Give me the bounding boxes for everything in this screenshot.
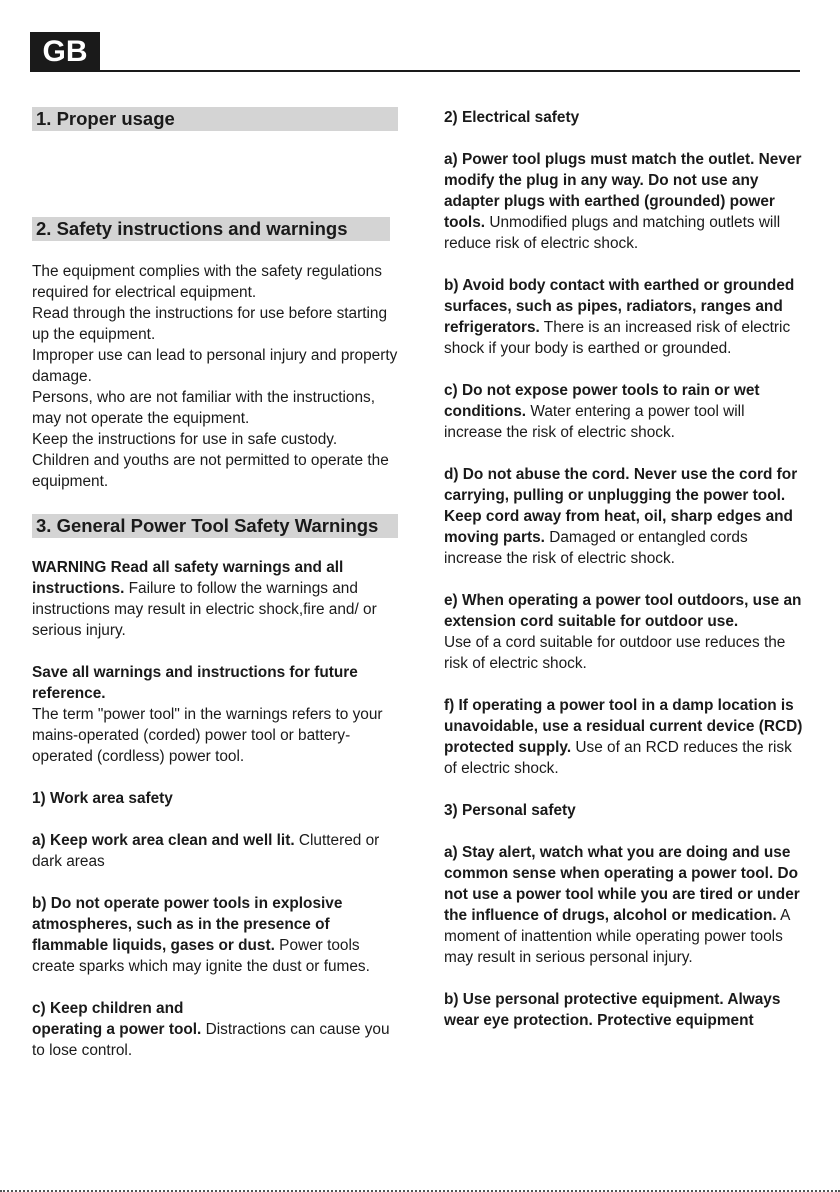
item-text: Power tools create sparks which may ignite the dust or fumes. [32,937,370,975]
work-area-item-c-heading [32,998,398,1019]
work-area-item-c [32,1019,398,1061]
intro-line: Children and youths are not permitted to operate the equipment. [32,452,389,490]
item-bold: b) Avoid body contact with earthed or grounded surfaces, such as pipes, radiators, ranges and refrigerators. [444,277,795,336]
personal-item-a [444,842,806,968]
right-column [444,107,806,1031]
item-bold: b) Do not operate power tools in explosive atmospheres, such as in the presence of flammable liquids, gases or dust. [32,895,343,954]
section-heading-safety-instructions: 2. Safety instructions and warnings [32,217,390,241]
warning-bold: WARNING Read all safety warnings and all instructions. [32,559,344,597]
item-bold: operating a power tool. [32,1021,202,1038]
item-bold: f) If operating a power tool in a damp location is unavoidable, use a residual current device (RCD) protected supply. [444,697,803,756]
warning-paragraph [32,557,398,641]
item-text: Cluttered or dark areas [32,832,380,870]
intro-text [32,261,398,492]
electrical-item-a [444,149,806,254]
item-bold: b) Use personal protective equipment. Always wear eye protection. Protective equipment [444,991,781,1029]
section-heading-general-warnings: 3. General Power Tool Safety Warnings [32,514,398,538]
item-bold: a) Power tool plugs must match the outlet. Never modify the plug in any way. Do not use any adapter plugs with earthed (grounded) power tools. [444,151,802,231]
intro-line: Keep the instructions for use in safe custody. [32,431,338,448]
work-area-heading [32,788,398,809]
save-heading [32,662,398,704]
item-bold: e) When operating a power tool outdoors, use an extension cord suitable for outdoor use. [444,592,802,630]
item-text: Damaged or entangled cords increase the risk of electric shock. [444,529,748,567]
electrical-item-f [444,695,806,779]
item-bold: a) Keep work area clean and well lit. [32,832,295,849]
personal-item-b [444,989,806,1031]
electrical-heading [444,107,806,128]
electrical-item-d [444,464,806,569]
save-text: The term "power tool" in the warnings refers to your mains-operated (corded) power tool or battery-operated (cordless) power tool. [32,706,383,765]
warning-text: Failure to follow the warnings and instructions may result in electric shock,fire and/ or serious injury. [32,580,377,639]
left-column [32,107,398,1061]
item-bold: c) Keep children and [32,1000,184,1017]
work-area-item-b [32,893,398,977]
electrical-item-c [444,380,806,443]
personal-title: 3) Personal safety [444,802,576,819]
item-text: Distractions can cause you to lose control. [32,1021,390,1059]
header-rule [100,70,800,72]
save-bold: Save all warnings and instructions for future reference. [32,664,358,702]
language-badge: GB [30,32,100,72]
item-text: Unmodified plugs and matching outlets will reduce risk of electric shock. [444,214,781,252]
bottom-edge [0,1188,840,1192]
electrical-item-e-text: Use of a cord suitable for outdoor use reduces the risk of electric shock. [444,634,786,672]
intro-line: The equipment complies with the safety regulations required for electrical equipment. [32,263,382,301]
item-bold: d) Do not abuse the cord. Never use the cord for carrying, pulling or unplugging the power tool. Keep cord away from heat, oil, sharp edges and moving parts. [444,466,798,546]
electrical-item-b [444,275,806,359]
electrical-title: 2) Electrical safety [444,109,580,126]
item-text: There is an increased risk of electric shock if your body is earthed or grounded. [444,319,791,357]
item-text: Use of an RCD reduces the risk of electric shock. [444,739,792,777]
personal-heading [444,800,806,821]
work-area-title: 1) Work area safety [32,790,173,807]
electrical-item-e-heading [444,590,806,632]
item-bold: a) Stay alert, watch what you are doing and use common sense when operating a power tool. Do not use a power tool while you are tired or under the influence of drugs, alcohol or medication. [444,844,800,924]
intro-line: Read through the instructions for use before starting up the equipment. [32,305,388,343]
intro-line: Improper use can lead to personal injury and property damage. [32,347,398,385]
item-bold: c) Do not expose power tools to rain or wet conditions. [444,382,760,420]
section-heading-proper-usage: 1. Proper usage [32,107,398,131]
item-text: Water entering a power tool will increase the risk of electric shock. [444,403,745,441]
item-text: A moment of inattention while operating power tools may result in serious personal injury. [444,907,790,966]
work-area-item-a [32,830,398,872]
intro-line: Persons, who are not familiar with the instructions, may not operate the equipment. [32,389,376,427]
